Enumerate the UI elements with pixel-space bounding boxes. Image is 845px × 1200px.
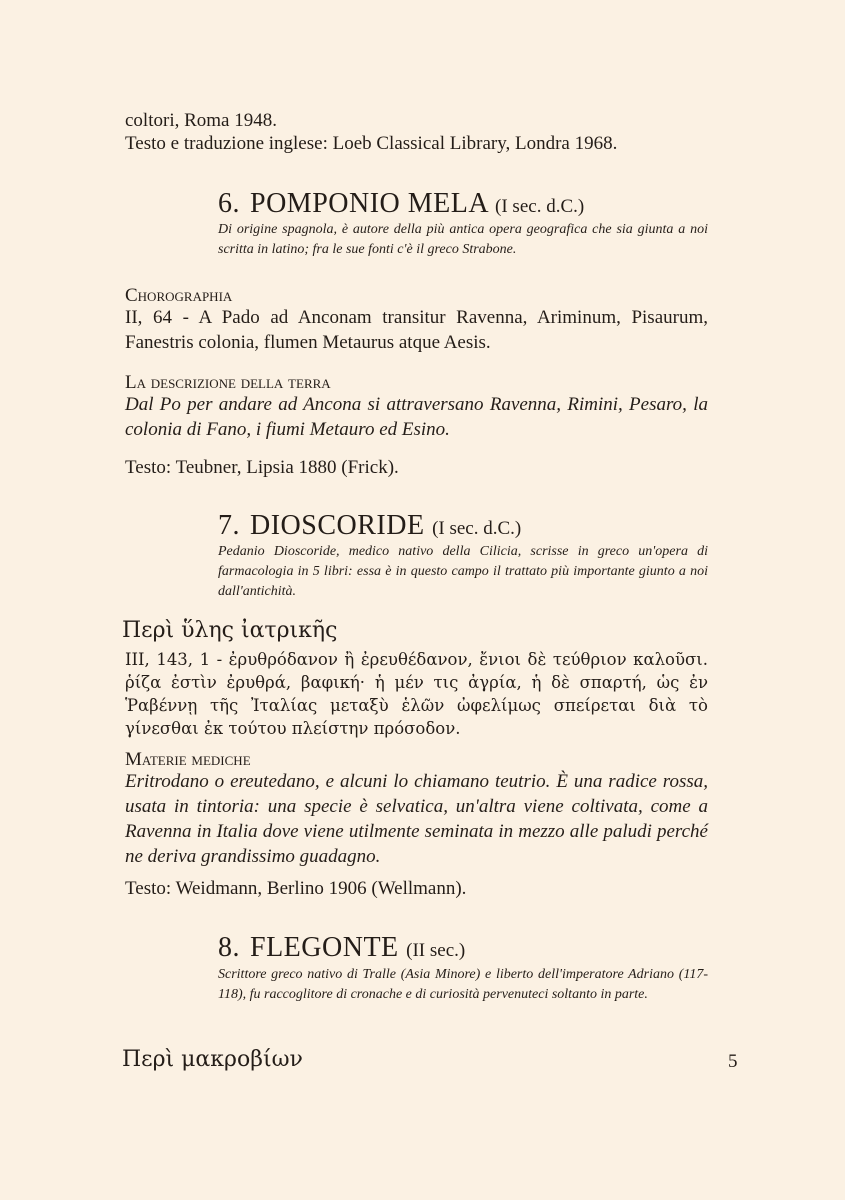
section-8-greek-title: Περὶ μακροβίων (122, 1047, 303, 1072)
intro-line-2: Testo e traduzione inglese: Loeb Classical Library, Londra 1968. (125, 133, 618, 154)
section-7-note: Pedanio Dioscoride, medico nativo della Cilicia, scrisse in greco un'opera di farmacologia in 5 libri: essa è in questo campo il trattato più importante giunto a noi dall'antichità. (218, 544, 708, 599)
section-8-note: Scrittore greco nativo di Tralle (Asia Minore) e liberto dell'imperatore Adriano (117-118), fu raccoglitore di cronache e di curiosità pervenuteci soltanto in parte. (218, 967, 708, 1002)
section-7-title: DIOSCORIDE (250, 510, 425, 541)
section-6-date: (I sec. d.C.) (495, 196, 585, 217)
section-6-number: 6. (218, 188, 240, 219)
section-8-number: 8. (218, 932, 240, 963)
section-7-greek-text: III, 143, 1 - ἐρυθρόδανον ἢ ἐρευθέδανον, ἔνιοι δὲ τεύθριον καλοῦσι. ῥίζα ἐστὶν ἐρυθρά, βαφική· ἡ μέν τις ἀγρία, ἡ δὲ σπαρτή, ὡς ἐν Ῥαβέννῃ τῆς Ἰταλίας μεταξὺ ἑλῶν ὠφελίμως σπείρεται διὰ τὸ γίνεσθαι ἐκ τούτου πλείστην πρόσοδον. (125, 650, 708, 738)
section-6-latin-text: II, 64 - A Pado ad Anconam transitur Ravenna, Ariminum, Pisaurum, Fanestris colonia, flumen Metaurus atque Aesis. (125, 307, 708, 353)
section-6-work-title: Chorographia (125, 285, 233, 306)
section-8-heading (218, 932, 465, 964)
section-6-title: POMPONIO MELA (250, 188, 488, 219)
section-7-greek-title: Περὶ ὕλης ἰατρικῆς (122, 618, 338, 643)
section-6-translation-heading: La descrizione della terra (125, 372, 331, 393)
section-6-source: Testo: Teubner, Lipsia 1880 (Frick). (125, 457, 399, 478)
section-7-translation-heading: Materie mediche (125, 749, 251, 770)
section-6-translation: Dal Po per andare ad Ancona si attraversano Ravenna, Rimini, Pesaro, la colonia di Fano, i fiumi Metauro ed Esino. (125, 394, 708, 440)
section-6-heading (218, 188, 584, 220)
page-number: 5 (728, 1051, 738, 1072)
section-8-title: FLEGONTE (250, 932, 399, 963)
intro-line-1: coltori, Roma 1948. (125, 110, 277, 131)
section-7-heading (218, 510, 521, 542)
section-7-number: 7. (218, 510, 240, 541)
section-7-date: (I sec. d.C.) (432, 518, 522, 539)
section-7-source: Testo: Weidmann, Berlino 1906 (Wellmann). (125, 878, 467, 899)
section-7-translation: Eritrodano o ereutedano, e alcuni lo chiamano teutrio. È una radice rossa, usata in tintoria: una specie è selvatica, un'altra viene coltivata, come a Ravenna in Italia dove viene utilmente seminata in mezzo alle paludi perché ne deriva grandissimo guadagno. (125, 771, 708, 867)
section-8-date: (II sec.) (406, 940, 466, 961)
section-6-note: Di origine spagnola, è autore della più antica opera geografica che sia giunta a noi scritta in latino; fra le sue fonti c'è il greco Strabone. (218, 222, 708, 257)
